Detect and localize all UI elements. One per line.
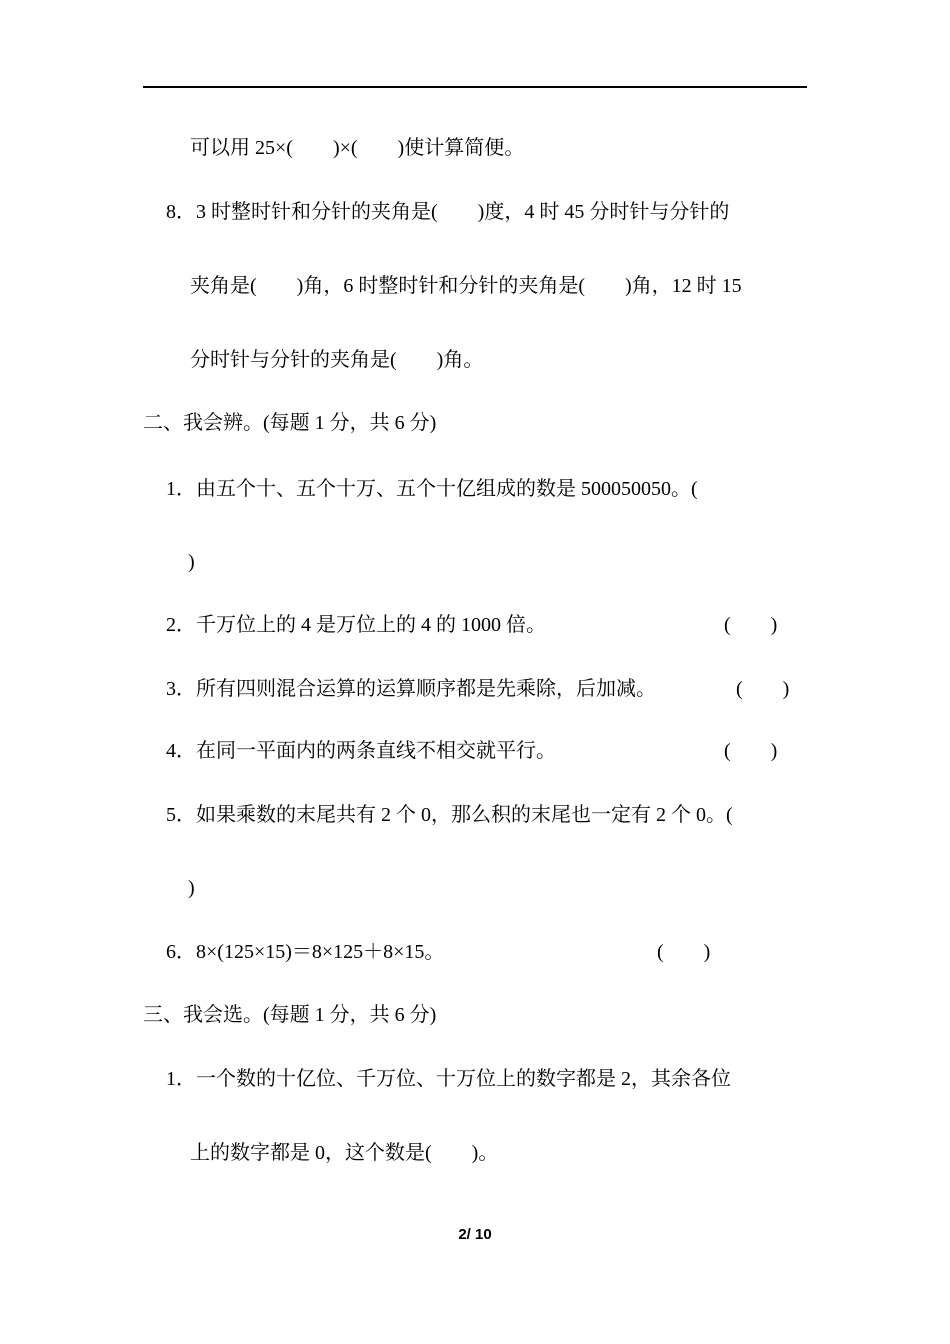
text-line: 分时针与分针的夹角是( )角。 [190,349,484,371]
text-line: 夹角是( )角，6 时整时针和分针的夹角是( )角，12 时 15 [190,275,742,297]
text-line: ) [188,877,195,899]
text-line: 可以用 25×( )×( )使计算简便。 [190,137,525,159]
judge-question-2: 2．千万位上的 4 是万位上的 4 的 1000 倍。 [166,614,546,636]
current-page: 2 [458,1226,467,1243]
choice-question-1: 1．一个数的十亿位、千万位、十万位上的数字都是 2，其余各位 [166,1068,731,1090]
answer-bracket[interactable]: ( ) [724,614,778,636]
section-2-heading: 二、我会辨。(每题 1 分，共 6 分) [143,412,437,434]
text-line: 上的数字都是 0，这个数是( )。 [190,1142,499,1164]
header-rule [143,86,807,88]
judge-question-1: 1．由五个十、五个十万、五个十亿组成的数是 500050050。( [166,478,698,500]
judge-question-6: 6．8×(125×15)＝8×125＋8×15。 [166,941,445,963]
question-8: 8．3 时整时针和分针的夹角是( )度，4 时 45 分时针与分针的 [166,201,730,223]
page-number: 2/ 10 [458,1226,492,1243]
answer-bracket[interactable]: ( ) [724,740,778,762]
judge-question-4: 4．在同一平面内的两条直线不相交就平行。 [166,740,556,762]
section-3-heading: 三、我会选。(每题 1 分，共 6 分) [143,1004,437,1026]
answer-bracket[interactable]: ( ) [657,941,711,963]
judge-question-5: 5．如果乘数的末尾共有 2 个 0，那么积的末尾也一定有 2 个 0。( [166,804,733,826]
judge-question-3: 3．所有四则混合运算的运算顺序都是先乘除，后加减。 [166,678,656,700]
text-line: ) [188,551,195,573]
answer-bracket[interactable]: ( ) [736,678,790,700]
total-pages: 10 [475,1226,492,1243]
